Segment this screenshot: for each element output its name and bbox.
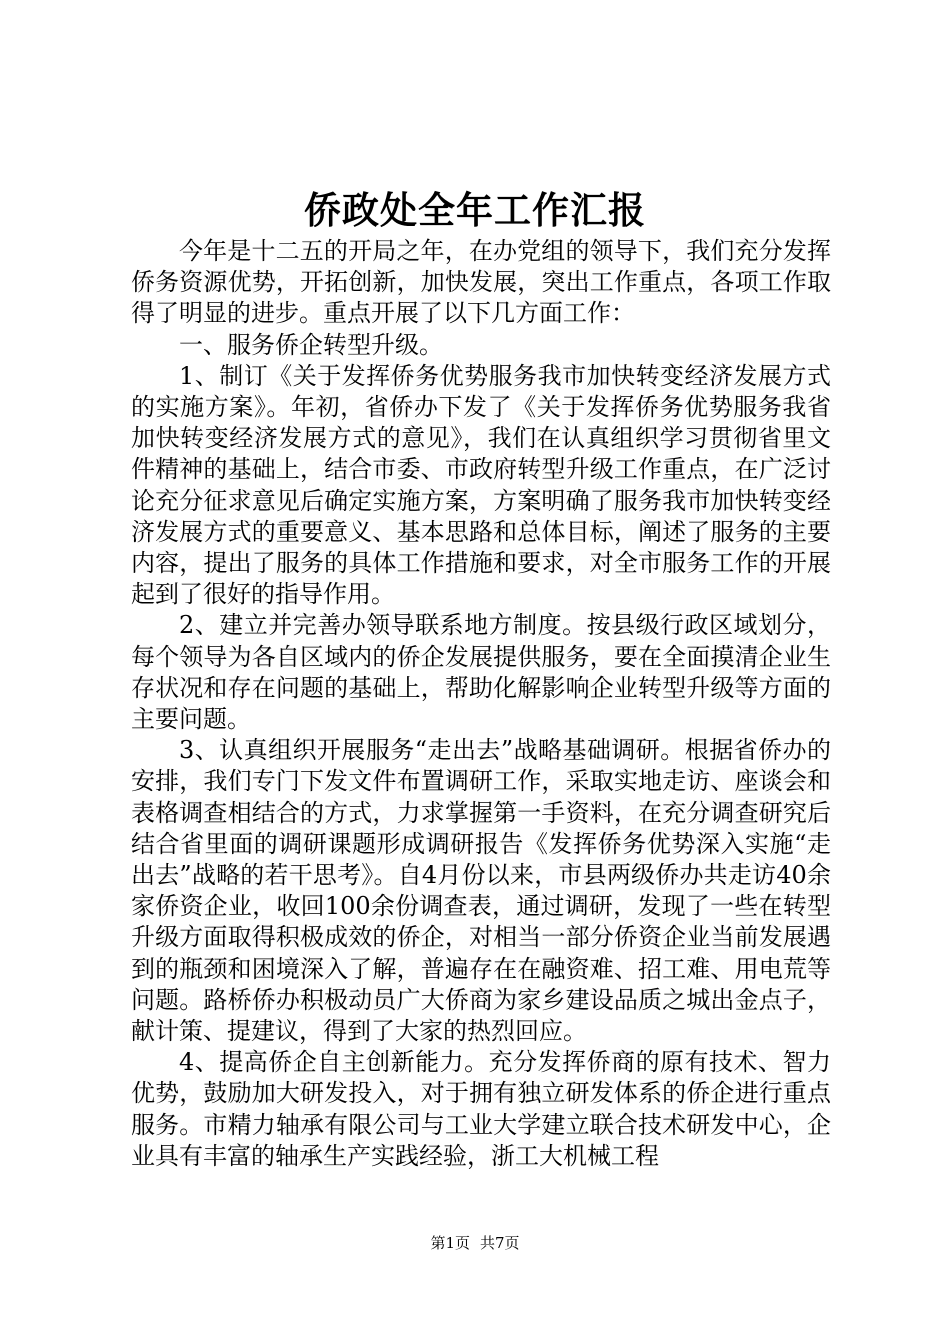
page-footer bbox=[0, 1233, 950, 1253]
document-title: 侨政处全年工作汇报 bbox=[304, 188, 646, 232]
page-number-total: 共7页 bbox=[480, 1234, 520, 1252]
document-body bbox=[131, 236, 831, 1172]
paragraph-item-2: 2、建立并完善办领导联系地方制度。按县级行政区域划分，每个领导为各自区域内的侨企发展提供服务，要在全面摸清企业生存状况和存在问题的基础上，帮助化解影响企业转型升级等方面的主要问题。 bbox=[131, 611, 831, 734]
paragraph-item-1: 1、制订《关于发挥侨务优势服务我市加快转变经济发展方式的实施方案》。年初，省侨办下发了《关于发挥侨务优势服务我省加快转变经济发展方式的意见》，我们在认真组织学习贯彻省里文件精神的基础上，结合市委、市政府转型升级工作重点，在广泛讨论充分征求意见后确定实施方案，方案明确了服务我市加快转变经济发展方式的重要意义、基本思路和总体目标，阐述了服务的主要内容，提出了服务的具体工作措施和要求，对全市服务工作的开展起到了很好的指导作用。 bbox=[131, 361, 831, 609]
paragraph-intro: 今年是十二五的开局之年，在办党组的领导下，我们充分发挥侨务资源优势，开拓创新，加快发展，突出工作重点，各项工作取得了明显的进步。重点开展了以下几方面工作： bbox=[131, 237, 831, 328]
section-heading-1: 一、服务侨企转型升级。 bbox=[179, 330, 443, 359]
page-number-current: 第1页 bbox=[430, 1234, 470, 1252]
paragraph-item-4: 4、提高侨企自主创新能力。充分发挥侨商的原有技术、智力优势，鼓励加大研发投入，对于拥有独立研发体系的侨企进行重点服务。市精力轴承有限公司与工业大学建立联合技术研发中心，企业具有丰富的轴承生产实践经验，浙工大机械工程 bbox=[131, 1048, 831, 1170]
paragraph-item-3: 3、认真组织开展服务“走出去”战略基础调研。根据省侨办的安排，我们专门下发文件布置调研工作，采取实地走访、座谈会和表格调查相结合的方式，力求掌握第一手资料，在充分调查研究后结合省里面的调研课题形成调研报告《发挥侨务优势深入实施“走出去”战略的若干思考》。自4月份以来，市县两级侨办共走访40余家侨资企业，收回100余份调查表，通过调研，发现了一些在转型升级方面取得积极成效的侨企，对相当一部分侨资企业当前发展遇到的瓶颈和困境深入了解，普遍存在在融资难、招工难、用电荒等问题。路桥侨办积极动员广大侨商为家乡建设品质之城出金点子，献计策、提建议，得到了大家的热烈回应。 bbox=[131, 736, 831, 1046]
